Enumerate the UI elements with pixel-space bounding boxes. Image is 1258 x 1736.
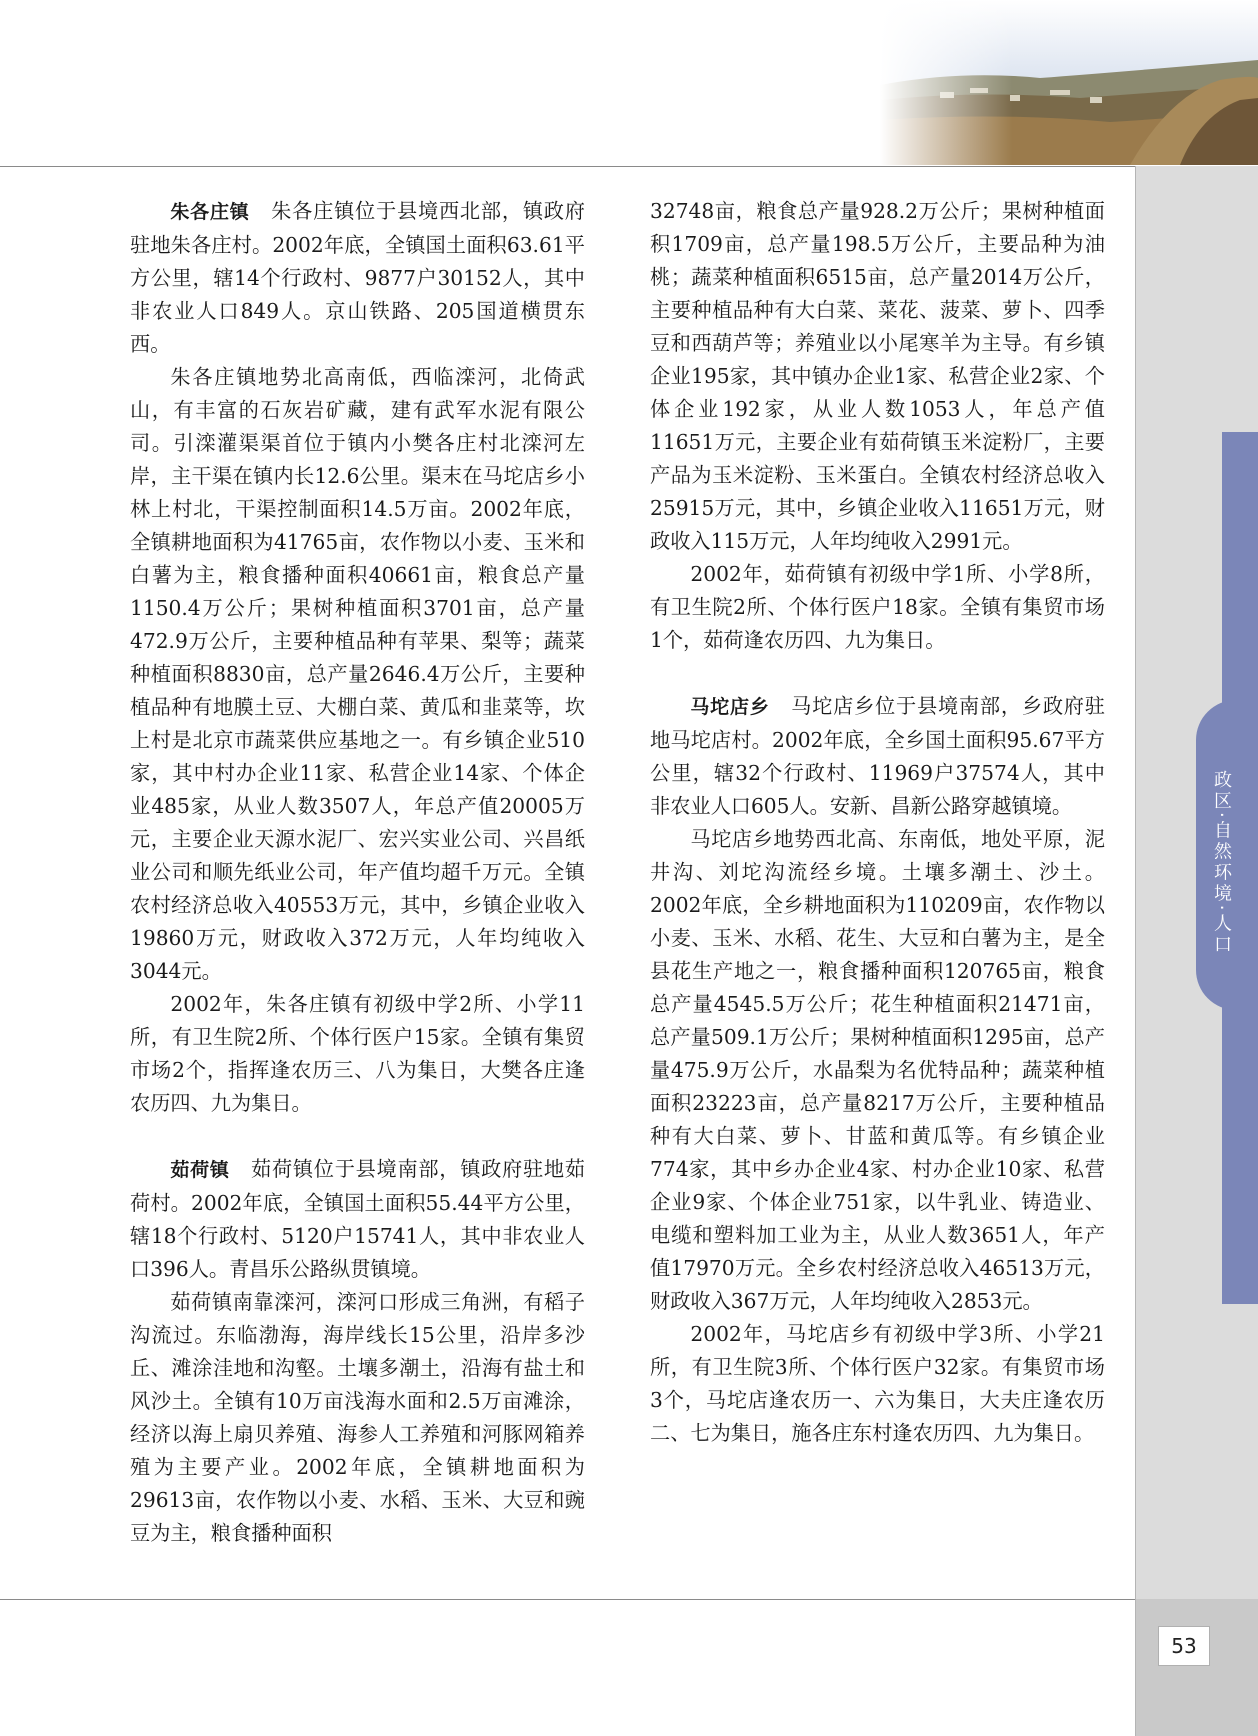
right-column — [650, 195, 1105, 1450]
paragraph — [130, 195, 585, 361]
left-column — [130, 195, 585, 1550]
section-side-tab-label: 政区·自然环境·人口 — [1211, 770, 1232, 956]
paragraph-text: 马坨店乡位于县境南部，乡政府驻地马坨店村。2002年底，全乡国土面积95.67平方公里，辖32个行政村、11969户37574人，其中非农业人口605人。安新、昌新公路穿越镇境。 — [650, 694, 1105, 818]
top-rule — [0, 166, 1135, 167]
paragraph — [650, 690, 1105, 823]
paragraph: 2002年，茹荷镇有初级中学1所、小学8所，有卫生院2所、个体行医户18家。全镇有集贸市场1个，茹荷逢农历四、九为集日。 — [650, 562, 1105, 652]
paragraph: 2002年，马坨店乡有初级中学3所、小学21所，有卫生院3所、个体行医户32家。有集贸市场3个，马坨店逢农历一、六为集日，大夫庄逢农历二、七为集日，施各庄东村逢农历四、九为集日。 — [650, 1322, 1105, 1445]
page-number: 53 — [1158, 1626, 1210, 1666]
section-heading: 朱各庄镇 — [170, 201, 250, 223]
paragraph-text: 茹荷镇位于县境南部，镇政府驻地茹荷村。2002年底，全镇国土面积55.44平方公里，辖18个行政村、5120户15741人，其中非农业人口396人。青昌乐公路纵贯镇境。 — [130, 1157, 585, 1281]
paragraph — [130, 1153, 585, 1286]
paragraph: 朱各庄镇地势北高南低，西临滦河，北倚武山，有丰富的石灰岩矿藏，建有武军水泥有限公司。引滦灌渠渠首位于镇内小樊各庄村北滦河左岸，主干渠在镇内长12.6公里。渠末在马坨店乡小林上村北，干渠控制面积14.5万亩。2002年底，全镇耕地面积为41765亩，农作物以小麦、玉米和白薯为主，粮食播种面积40661亩，粮食总产量1150.4万公斤；果树种植面积3701亩，总产量472.9万公斤，主要种植品种有苹果、梨等；蔬菜种植面积8830亩，总产量2646.4万公斤，主要种植品种有地膜土豆、大棚白菜、黄瓜和韭菜等，坎上村是北京市蔬菜供应基地之一。有乡镇企业510家，其中村办企业11家、私营企业14家、个体企业485家，从业人数3507人，年总产值20005万元，主要企业天源水泥厂、宏兴实业公司、兴昌纸业公司和顺先纸业公司，年产值均超千万元。全镇农村经济总收入40553万元，其中，乡镇企业收入19860万元，财政收入372万元，人年均纯收入3044元。 — [130, 365, 585, 983]
paragraph: 茹荷镇南靠滦河，滦河口形成三角洲，有稻子沟流过。东临渤海，海岸线长15公里，沿岸多沙丘、滩涂洼地和沟壑。土壤多潮土，沿海有盐土和风沙土。全镇有10万亩浅海水面和2.5万亩滩涂，经济以海上扇贝养殖、海参人工养殖和河豚网箱养殖为主要产业。2002年底，全镇耕地面积为29613亩，农作物以小麦、水稻、玉米、大豆和豌豆为主，粮食播种面积 — [130, 1290, 585, 1545]
section-heading: 马坨店乡 — [690, 696, 770, 718]
footer-panel — [1136, 1599, 1258, 1736]
paragraph: 马坨店乡地势西北高、东南低，地处平原，泥井沟、刘坨沟流经乡境。土壤多潮土、沙土。2002年底，全乡耕地面积为110209亩，农作物以小麦、玉米、水稻、花生、大豆和白薯为主，是全县花生产地之一，粮食播种面积120765亩，粮食总产量4545.5万公斤；花生种植面积21471亩，总产量509.1万公斤；果树种植面积1295亩，总产量475.9万公斤，水晶梨为名优特品种；蔬菜种植面积23223亩，总产量8217万公斤，主要种植品种有大白菜、萝卜、甘蓝和黄瓜等。有乡镇企业774家，其中乡办企业4家、村办企业10家、私营企业9家、个体企业751家，以牛乳业、铸造业、电缆和塑料加工业为主，从业人数3651人，年产值17970万元。全乡农村经济总收入46513万元，财政收入367万元，人年均纯收入2853元。 — [650, 827, 1105, 1313]
header-landscape-photo — [880, 0, 1258, 165]
paragraph: 32748亩，粮食总产量928.2万公斤；果树种植面积1709亩，总产量198.5万公斤，主要品种为油桃；蔬菜种植面积6515亩，总产量2014万公斤，主要种植品种有大白菜、菜花、菠菜、萝卜、四季豆和西葫芦等；养殖业以小尾寒羊为主导。有乡镇企业195家，其中镇办企业1家、私营企业2家、个体企业192家，从业人数1053人，年总产值11651万元，主要企业有茹荷镇玉米淀粉厂，主要产品为玉米淀粉、玉米蛋白。全镇农村经济总收入25915万元，其中，乡镇企业收入11651万元，财政收入115万元，人年均纯收入2991元。 — [650, 199, 1105, 553]
paragraph-text: 朱各庄镇位于县境西北部，镇政府驻地朱各庄村。2002年底，全镇国土面积63.61平方公里，辖14个行政村、9877户30152人，其中非农业人口849人。京山铁路、205国道横贯东西。 — [130, 199, 585, 356]
section-heading: 茹荷镇 — [170, 1159, 230, 1181]
paragraph: 2002年，朱各庄镇有初级中学2所、小学11所，有卫生院2所、个体行医户15家。全镇有集贸市场2个，指挥逢农历三、八为集日，大樊各庄逢农历四、九为集日。 — [130, 992, 585, 1115]
bottom-rule — [0, 1599, 1135, 1600]
